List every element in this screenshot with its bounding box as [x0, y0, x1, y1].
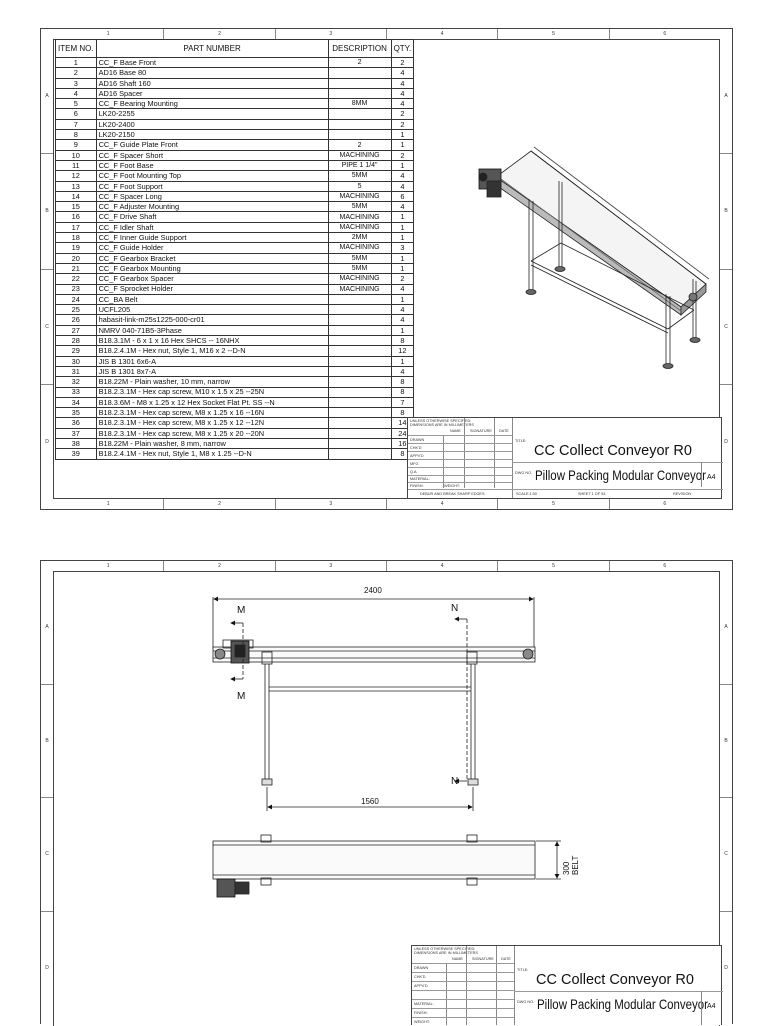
bom-qty: 4 — [391, 171, 414, 181]
title-block-row-label: FINISH: — [414, 1011, 428, 1015]
bom-qty: 4 — [391, 68, 414, 78]
zone-label: C — [720, 797, 732, 911]
bom-part-number: AD16 Shaft 160 — [96, 78, 328, 88]
bom-qty: 3 — [391, 243, 414, 253]
bom-item-no: 12 — [56, 171, 97, 181]
title-block-row-label: MFG — [410, 462, 419, 466]
bom-description: 2MM — [328, 233, 391, 243]
section-label-n: N — [451, 776, 459, 787]
bom-header-qty: QTY. — [391, 40, 414, 58]
bom-qty: 6 — [391, 191, 414, 201]
title-block-col-name: NAME — [450, 429, 461, 433]
sheet-size: A4 — [707, 474, 716, 481]
bom-qty: 4 — [391, 181, 414, 191]
bom-part-number: B18.2.3.1M - Hex cap screw, M8 x 1.25 x 12 --12N — [96, 418, 328, 428]
zone-label: 6 — [609, 29, 720, 39]
bom-item-no: 30 — [56, 356, 97, 366]
bom-part-number: AD16 Spacer — [96, 88, 328, 98]
bom-part-number: B18.3.1M - 6 x 1 x 16 Hex SHCS -- 16NHX — [96, 336, 328, 346]
zone-label: A — [45, 93, 49, 100]
title-block-row-label: FINISH: — [410, 484, 424, 488]
bom-item-no: 16 — [56, 212, 97, 222]
bom-part-number: CC_F Base Front — [96, 58, 328, 68]
zone-label: 2 — [163, 499, 274, 509]
bom-item-no: 29 — [56, 346, 97, 356]
bom-part-number: CC_F Inner Guide Support — [96, 233, 328, 243]
bom-part-number: CC_F Drive Shaft — [96, 212, 328, 222]
bom-item-no: 18 — [56, 233, 97, 243]
bom-description: 5 — [328, 181, 391, 191]
bom-qty: 1 — [391, 263, 414, 273]
zone-label: D — [720, 911, 732, 1025]
bom-part-number: LK20-2150 — [96, 130, 328, 140]
title-label: TITLE: — [515, 439, 527, 443]
title-block-row-label: WEIGHT: — [414, 1020, 430, 1024]
bom-description: 5MM — [328, 171, 391, 181]
bom-qty: 2 — [391, 274, 414, 284]
bom-part-number: CC_F Bearing Mounting — [96, 99, 328, 109]
front-view — [213, 597, 535, 811]
bom-part-number: LK20-2400 — [96, 119, 328, 129]
bom-qty: 4 — [391, 315, 414, 325]
zone-label: C — [41, 797, 53, 911]
bom-item-no: 22 — [56, 274, 97, 284]
drawing-sheet-1 — [40, 28, 733, 510]
bom-item-no: 24 — [56, 294, 97, 304]
bom-item-no: 25 — [56, 305, 97, 315]
title-block-note: UNLESS OTHERWISE SPECIFIED: DIMENSIONS ARE IN MILLIMETERS — [410, 419, 474, 427]
bom-item-no: 32 — [56, 377, 97, 387]
bom-description: 8MM — [328, 99, 391, 109]
title-block-row-label: DRAWN — [414, 966, 429, 970]
bom-qty: 1 — [391, 160, 414, 170]
zone-label: 1 — [106, 501, 110, 507]
bom-item-no: 20 — [56, 253, 97, 263]
bom-description: MACHINING — [328, 191, 391, 201]
bom-part-number: CC_F Foot Support — [96, 181, 328, 191]
bom-item-no: 2 — [56, 68, 97, 78]
bom-part-number: CC_F Spacer Long — [96, 191, 328, 201]
bom-part-number: UCFL205 — [96, 305, 328, 315]
bom-part-number: B18.2.4.1M - Hex nut, Style 1, M16 x 2 --D-N — [96, 346, 328, 356]
bom-part-number: CC_F Guide Plate Front — [96, 140, 328, 150]
section-label-m: M — [237, 605, 246, 616]
zone-label: 2 — [163, 29, 274, 39]
zone-label: 1 — [106, 31, 110, 37]
bom-qty: 4 — [391, 305, 414, 315]
bom-item-no: 13 — [56, 181, 97, 191]
bom-item-no: 27 — [56, 325, 97, 335]
bom-part-number: JIS B 1301 8x7-A — [96, 366, 328, 376]
bom-item-no: 15 — [56, 202, 97, 212]
bom-part-number: JIS B 1301 6x6-A — [96, 356, 328, 366]
title-block-row-label: CHK'D — [414, 975, 426, 979]
title-block-col-name: NAME — [452, 957, 463, 961]
bom-part-number: B18.2.3.1M - Hex cap screw, M10 x 1.5 x 25 --25N — [96, 387, 328, 397]
bom-description: MACHINING — [328, 243, 391, 253]
top-view — [213, 835, 561, 897]
bom-part-number: CC_F Spacer Short — [96, 150, 328, 160]
bom-item-no: 36 — [56, 418, 97, 428]
bom-item-no: 9 — [56, 140, 97, 150]
bom-description: 5MM — [328, 253, 391, 263]
bom-part-number: AD16 Base 80 — [96, 68, 328, 78]
bom-qty: 1 — [391, 253, 414, 263]
zone-label: 3 — [275, 561, 386, 571]
deburr-note: DEBUR AND BREAK SHARP EDGES — [420, 492, 485, 496]
bom-description: MACHINING — [328, 284, 391, 294]
bom-item-no: 3 — [56, 78, 97, 88]
bom-qty: 1 — [391, 233, 414, 243]
drawing-number: Pillow Packing Modular Conveyor — [535, 467, 707, 483]
bom-part-number: CC_F Guide Holder — [96, 243, 328, 253]
bom-qty: 12 — [391, 346, 414, 356]
bom-description: 5MM — [328, 202, 391, 212]
zone-label: 5 — [497, 29, 608, 39]
zone-label: 3 — [275, 29, 386, 39]
bom-qty: 2 — [391, 58, 414, 68]
bom-item-no: 11 — [56, 160, 97, 170]
bom-item-no: 37 — [56, 428, 97, 438]
zone-label: D — [41, 384, 53, 499]
zone-label: 5 — [497, 499, 608, 509]
bom-description: PIPE 1 1/4" — [328, 160, 391, 170]
bom-qty: 8 — [391, 387, 414, 397]
sheet-size: A4 — [707, 1003, 716, 1010]
bom-item-no: 19 — [56, 243, 97, 253]
drawing-number-label: DWG NO. — [515, 471, 533, 475]
bom-part-number: habasit-link-m25s1225-000-cr01 — [96, 315, 328, 325]
bom-qty: 2 — [391, 150, 414, 160]
bom-item-no: 28 — [56, 336, 97, 346]
zone-label: 4 — [386, 561, 497, 571]
zone-label: 1 — [106, 563, 110, 569]
bom-item-no: 26 — [56, 315, 97, 325]
bom-part-number: B18.22M - Plain washer, 8 mm, narrow — [96, 438, 328, 448]
zone-label: D — [41, 911, 53, 1025]
drawing-title: CC Collect Conveyor R0 — [534, 443, 692, 459]
zone-label: 6 — [609, 561, 720, 571]
zone-label: 3 — [275, 499, 386, 509]
bom-item-no: 31 — [56, 366, 97, 376]
bom-part-number: CC_F Gearbox Mounting — [96, 263, 328, 273]
scale-label: SCALE:1:30 — [516, 492, 537, 496]
title-block-row-label: MATERIAL: — [410, 477, 430, 481]
title-block-row-label: MATERIAL: — [414, 1002, 434, 1006]
bom-item-no: 8 — [56, 130, 97, 140]
drawing-sheet-2 — [40, 560, 733, 1024]
bom-qty: 2 — [391, 119, 414, 129]
bom-part-number: B18.2.3.1M - Hex cap screw, M8 x 1.25 x 16 --16N — [96, 408, 328, 418]
zone-label: 5 — [497, 561, 608, 571]
bom-qty: 1 — [391, 325, 414, 335]
bom-qty: 24 — [391, 428, 414, 438]
zone-label: B — [720, 684, 732, 798]
bom-qty: 4 — [391, 88, 414, 98]
title-block-row-label: Q.A — [410, 470, 417, 474]
dimension-belt-value: 300 — [562, 861, 571, 875]
bom-item-no: 14 — [56, 191, 97, 201]
revision-label: REVISION — [673, 492, 692, 496]
zone-label: 4 — [386, 499, 497, 509]
title-block-row-label: APPV'D — [410, 454, 424, 458]
zone-label: C — [720, 269, 732, 384]
zone-label: A — [45, 624, 49, 631]
bom-qty: 4 — [391, 366, 414, 376]
zone-label: D — [720, 384, 732, 499]
title-block-row-label: APPV'D — [414, 984, 428, 988]
bom-part-number: CC_F Sprocket Holder — [96, 284, 328, 294]
bom-item-no: 39 — [56, 449, 97, 459]
bom-qty: 4 — [391, 202, 414, 212]
bom-part-number: CC_F Idler Shaft — [96, 222, 328, 232]
bom-header-part: PART NUMBER — [96, 40, 328, 58]
bom-item-no: 33 — [56, 387, 97, 397]
dimension-overall-length: 2400 — [364, 586, 382, 595]
bom-item-no: 6 — [56, 109, 97, 119]
bom-item-no: 17 — [56, 222, 97, 232]
bom-item-no: 1 — [56, 58, 97, 68]
title-block-row-label: DRAWN — [410, 438, 425, 442]
bom-qty: 1 — [391, 130, 414, 140]
bom-part-number: B18.2.4.1M - Hex nut, Style 1, M8 x 1.25 --D-N — [96, 449, 328, 459]
zone-label: 4 — [386, 29, 497, 39]
bom-qty: 4 — [391, 284, 414, 294]
zone-label: A — [724, 624, 728, 631]
zone-label: 6 — [609, 499, 720, 509]
bom-qty: 14 — [391, 418, 414, 428]
bom-item-no: 5 — [56, 99, 97, 109]
bom-qty: 8 — [391, 336, 414, 346]
bom-description: MACHINING — [328, 212, 391, 222]
bom-part-number: B18.22M - Plain washer, 10 mm, narrow — [96, 377, 328, 387]
section-label-n: N — [451, 603, 459, 614]
bom-part-number: LK20-2255 — [96, 109, 328, 119]
bom-header-description: DESCRIPTION — [328, 40, 391, 58]
sheet-number: SHEET 1 OF 53 — [578, 492, 606, 496]
title-block-col-date: DATE — [499, 429, 509, 433]
bom-qty: 1 — [391, 212, 414, 222]
title-label: TITLE: — [517, 968, 529, 972]
title-block-row-label: WEIGHT: — [444, 484, 460, 488]
bom-qty: 8 — [391, 449, 414, 459]
bom-item-no: 10 — [56, 150, 97, 160]
title-block-row-label: CHK'D — [410, 446, 422, 450]
bom-qty: 4 — [391, 99, 414, 109]
bom-part-number: B18.2.3.1M - Hex cap screw, M8 x 1.25 x 20 --20N — [96, 428, 328, 438]
bom-description: 5MM — [328, 263, 391, 273]
bom-part-number: B18.3.6M - M8 x 1.25 x 12 Hex Socket Flat Pt. SS --N — [96, 397, 328, 407]
bom-qty: 16 — [391, 438, 414, 448]
dimension-belt-label: BELT — [571, 855, 580, 875]
bom-part-number: CC_F Gearbox Bracket — [96, 253, 328, 263]
drawing-number: Pillow Packing Modular Conveyor — [537, 996, 709, 1012]
title-block-col-date: DATE — [501, 957, 511, 961]
bom-part-number: CC_F Foot Base — [96, 160, 328, 170]
bom-item-no: 35 — [56, 408, 97, 418]
bom-item-no: 7 — [56, 119, 97, 129]
bom-item-no: 38 — [56, 438, 97, 448]
bom-description: 2 — [328, 140, 391, 150]
bom-qty: 8 — [391, 377, 414, 387]
bom-part-number: CC_BA Belt — [96, 294, 328, 304]
bom-qty: 4 — [391, 78, 414, 88]
bom-item-no: 4 — [56, 88, 97, 98]
bom-part-number: CC_F Foot Mounting Top — [96, 171, 328, 181]
bom-item-no: 21 — [56, 263, 97, 273]
bom-part-number: CC_F Adjuster Mounting — [96, 202, 328, 212]
title-block-col-signature: SIGNATURE — [472, 957, 494, 961]
zone-label: B — [720, 153, 732, 268]
bom-qty: 7 — [391, 397, 414, 407]
zone-label: B — [41, 153, 53, 268]
dimension-leg-spacing: 1560 — [361, 797, 379, 806]
dimension-belt-width — [562, 856, 580, 875]
zone-label: B — [41, 684, 53, 798]
bom-item-no: 34 — [56, 397, 97, 407]
bom-qty: 1 — [391, 356, 414, 366]
bom-header-item: ITEM NO. — [56, 40, 97, 58]
title-block-note: UNLESS OTHERWISE SPECIFIED: DIMENSIONS ARE IN MILLIMETERS — [414, 947, 478, 955]
zone-label: C — [41, 269, 53, 384]
bom-description: MACHINING — [328, 222, 391, 232]
bom-qty: 8 — [391, 408, 414, 418]
bom-item-no: 23 — [56, 284, 97, 294]
bom-description: MACHINING — [328, 150, 391, 160]
bom-part-number: NMRV 040-71B5-3Phase — [96, 325, 328, 335]
title-block — [411, 945, 722, 1025]
zone-label: A — [724, 93, 728, 100]
bom-qty: 1 — [391, 222, 414, 232]
bom-qty: 1 — [391, 294, 414, 304]
section-label-m: M — [237, 691, 246, 702]
bom-description: MACHINING — [328, 274, 391, 284]
bom-qty: 1 — [391, 140, 414, 150]
bom-qty: 2 — [391, 109, 414, 119]
title-block-col-signature: SIGNATURE — [470, 429, 492, 433]
title-block — [407, 417, 722, 499]
zone-label: 2 — [163, 561, 274, 571]
bom-description: 2 — [328, 58, 391, 68]
drawing-title: CC Collect Conveyor R0 — [536, 972, 694, 988]
drawing-number-label: DWG NO. — [517, 1000, 535, 1004]
bom-part-number: CC_F Gearbox Spacer — [96, 274, 328, 284]
